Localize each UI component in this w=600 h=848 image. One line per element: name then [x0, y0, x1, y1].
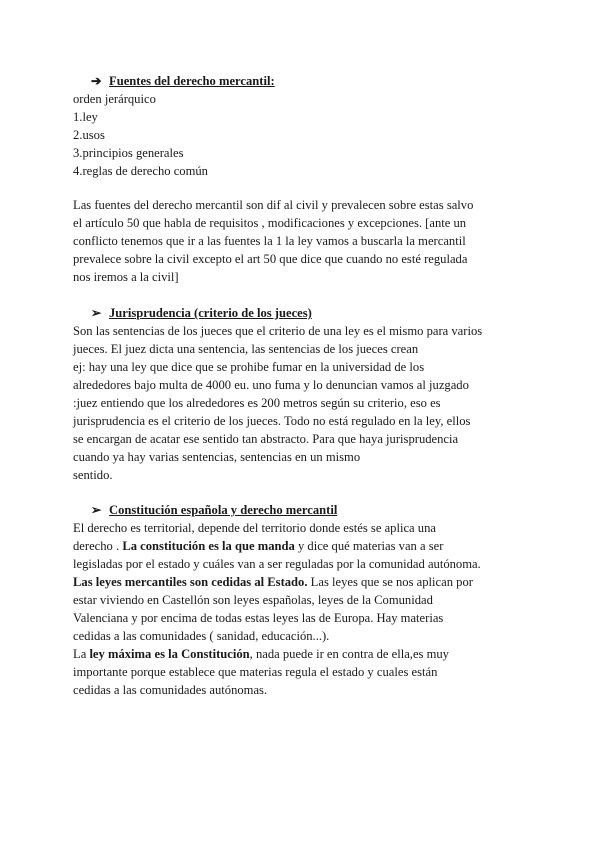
section-title: Fuentes del derecho mercantil: — [109, 74, 275, 88]
jurisprudencia-paragraph — [73, 322, 533, 484]
text-line: cedidas a las comunidades ( sanidad, educación...). — [73, 629, 330, 643]
text-line: Son las sentencias de los jueces que el criterio de una ley es el mismo para varios — [73, 324, 483, 338]
text-line: el artículo 50 que habla de requisitos , modificaciones y excepciones. [ante un — [73, 216, 467, 230]
bold-phrase: Las leyes mercantiles son cedidas al Estado. — [73, 575, 308, 589]
text-line: cuando ya hay varias sentencias, sentencias en un mismo — [73, 450, 361, 464]
text-run: La — [73, 647, 90, 661]
section-heading-constitucion — [91, 501, 337, 519]
text-line: conflicto tenemos que ir a las fuentes la 1 la ley vamos a buscarla la mercantil — [73, 234, 466, 248]
section-heading-fuentes — [91, 72, 275, 90]
text-line — [73, 573, 533, 591]
bold-phrase: ley máxima es la Constitución — [89, 647, 250, 661]
fuentes-paragraph — [73, 196, 533, 286]
text-line: jurisprudencia es el criterio de los jueces. Todo no está regulado en la ley, ellos — [73, 414, 471, 428]
bold-phrase: La constitución es la que manda — [122, 539, 295, 553]
text-line: cedidas a las comunidades autónomas. — [73, 683, 268, 697]
text-line — [73, 645, 533, 663]
text-run: Las leyes que se nos aplican por — [307, 575, 473, 589]
text-line: nos iremos a la civil] — [73, 270, 179, 284]
list-item: 4.reglas de derecho común — [73, 164, 208, 178]
text-line — [73, 537, 533, 555]
constitucion-paragraph — [73, 519, 533, 699]
list-item: 2.usos — [73, 128, 105, 142]
arrow-icon: ➔ — [91, 74, 102, 88]
text-line: ej: hay una ley que dice que se prohibe fumar en la universidad de los — [73, 360, 425, 374]
text-line: prevalece sobre la civil excepto el art 50 que dice que cuando no esté regulada — [73, 252, 468, 266]
text-run: , nada puede ir en contra de ella,es muy — [249, 647, 449, 661]
arrow-icon: ➢ — [91, 306, 102, 320]
text-line: alrededores bajo multa de 4000 eu. uno fuma y lo denuncian vamos al juzgado — [73, 378, 469, 392]
text-line: jueces. El juez dicta una sentencia, las sentencias de los jueces crean — [73, 342, 419, 356]
text-line: :juez entiendo que los alrededores es 200 metros según su criterio, eso es — [73, 396, 441, 410]
list-item: 3.principios generales — [73, 146, 184, 160]
section-title: Jurisprudencia (criterio de los jueces) — [109, 306, 312, 320]
text-line: legisladas por el estado y cuáles van a ser reguladas por la comunidad autónoma. — [73, 557, 481, 571]
section-heading-jurisprudencia — [91, 304, 312, 322]
fuentes-list — [73, 90, 533, 180]
list-item: 1.ley — [73, 110, 98, 124]
list-item: orden jerárquico — [73, 92, 156, 106]
text-run: y dice qué materias van a ser — [294, 539, 444, 553]
text-line: importante porque establece que materias regula el estado y cuales están — [73, 665, 438, 679]
arrow-icon: ➢ — [91, 503, 102, 517]
text-line: estar viviendo en Castellón son leyes españolas, leyes de la Comunidad — [73, 593, 433, 607]
text-run: derecho . — [73, 539, 123, 553]
text-line: Las fuentes del derecho mercantil son dif al civil y prevalecen sobre estas salvo — [73, 198, 474, 212]
text-line: sentido. — [73, 468, 113, 482]
section-title: Constitución española y derecho mercantil — [109, 503, 338, 517]
text-line: Valenciana y por encima de todas estas leyes las de Europa. Hay materias — [73, 611, 444, 625]
text-line: El derecho es territorial, depende del territorio donde estés se aplica una — [73, 521, 436, 535]
text-line: se encargan de acatar ese sentido tan abstracto. Para que haya jurisprudencia — [73, 432, 459, 446]
